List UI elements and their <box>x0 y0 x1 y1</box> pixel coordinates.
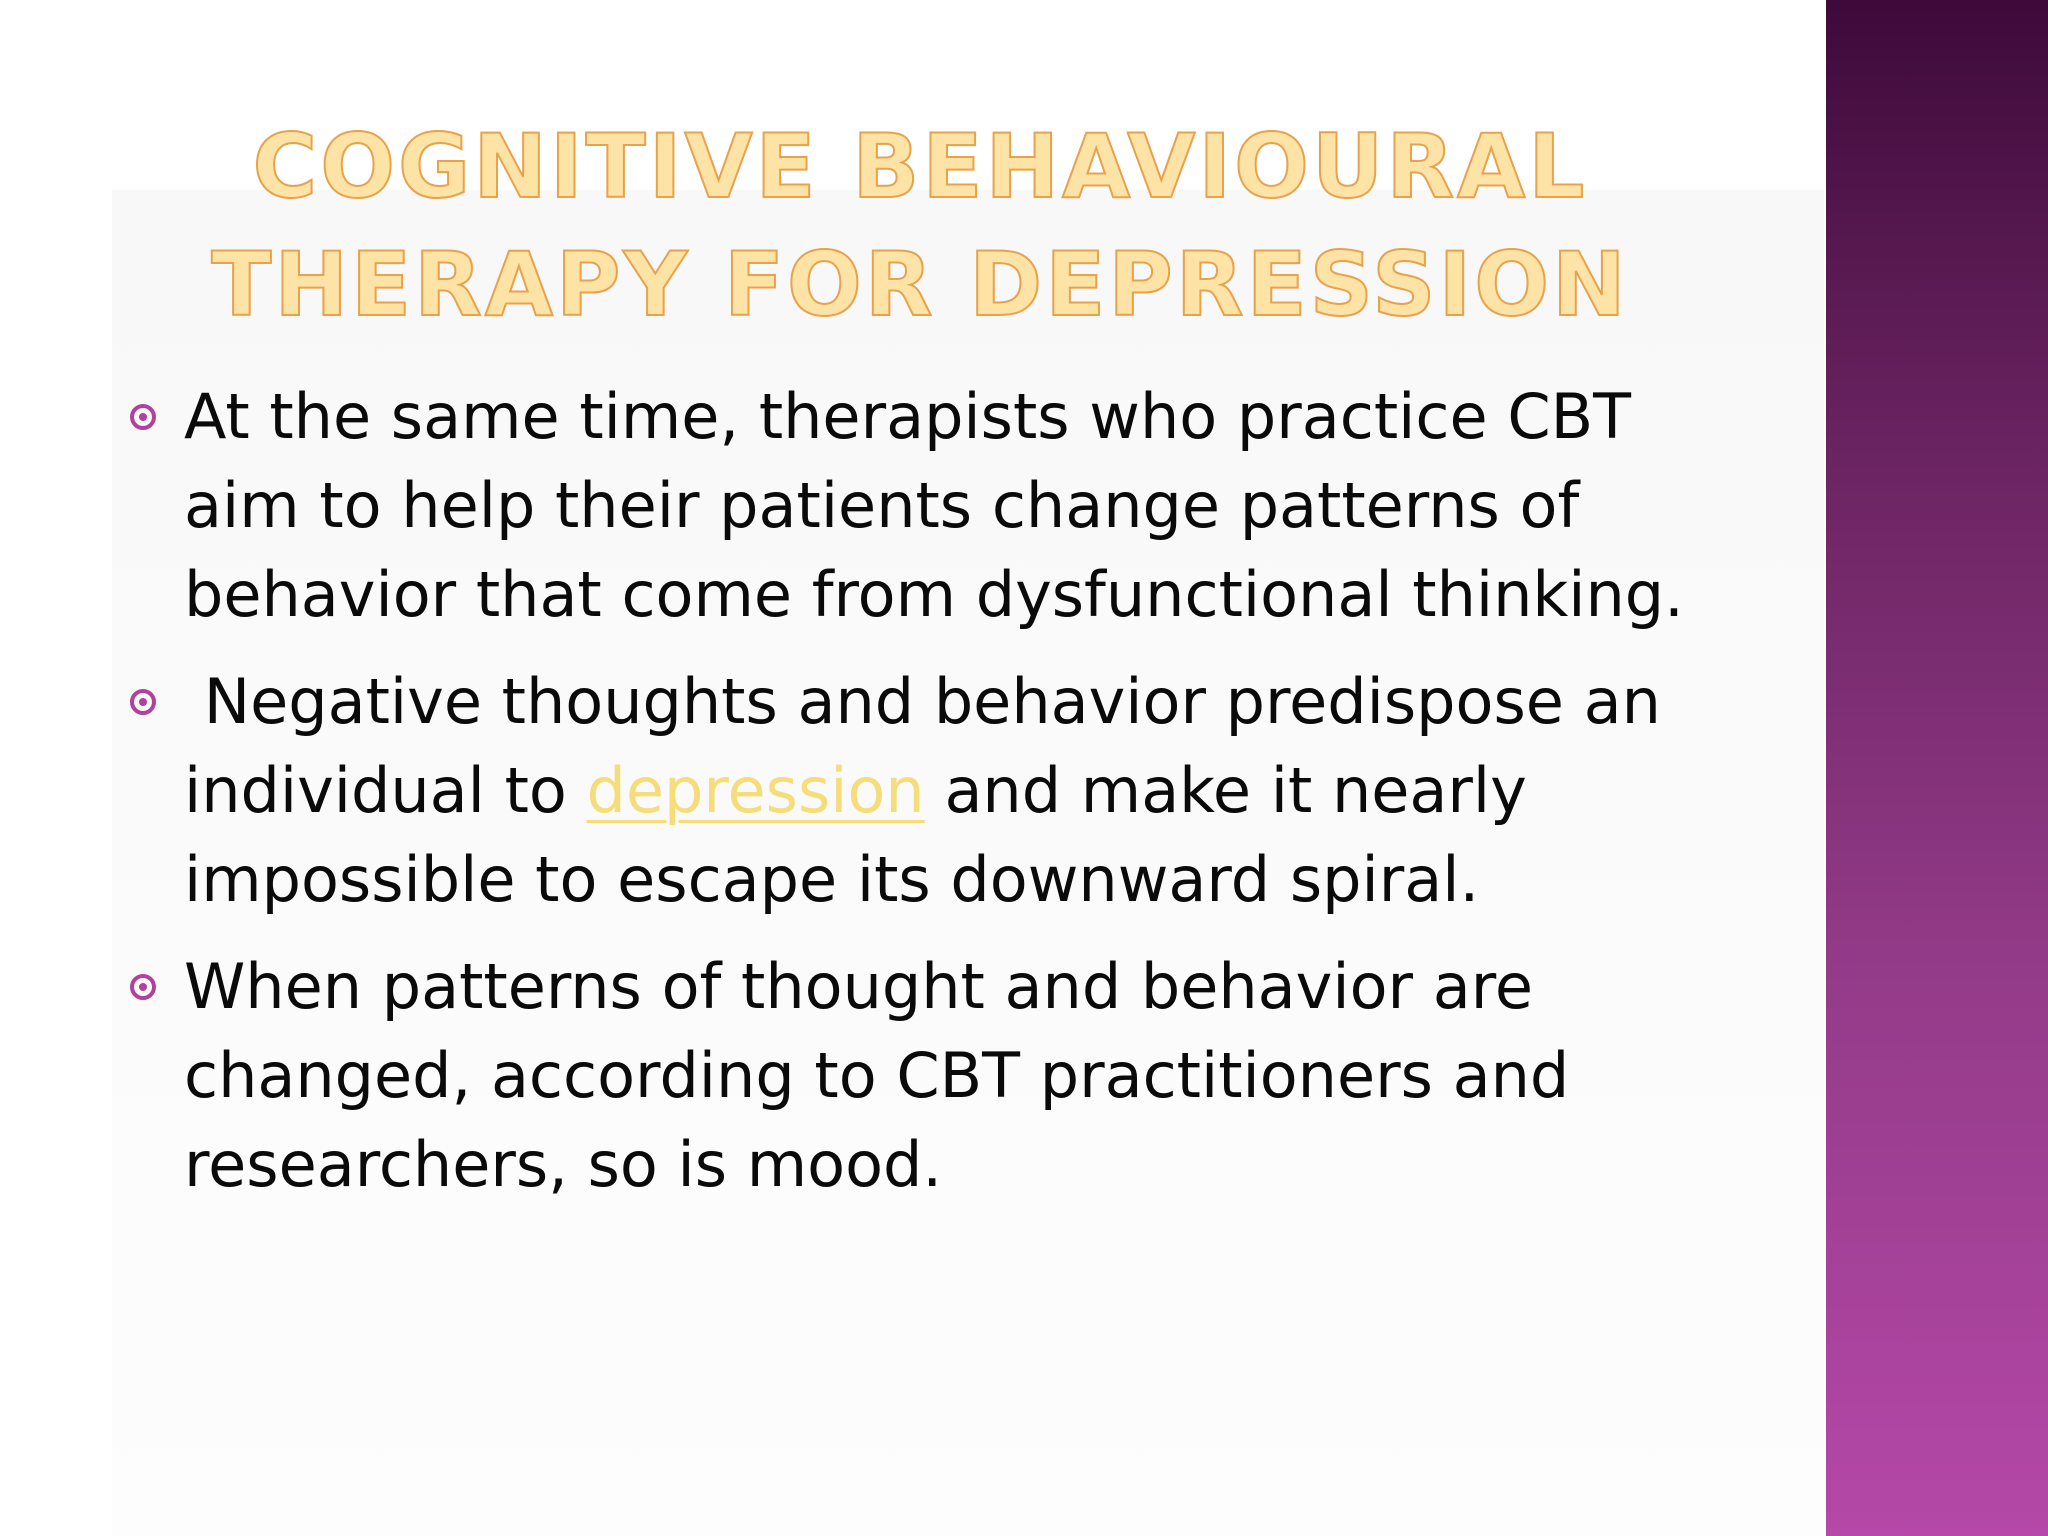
slide-title: COGNITIVE BEHAVIOURAL THERAPY FOR DEPRESSION <box>211 115 1629 336</box>
bullet-item-3 <box>128 942 1708 1209</box>
target-circle-icon <box>130 974 156 1000</box>
bullet-text-2-before: Negative thoughts and behavior predispose an individual to <box>184 665 1681 827</box>
target-circle-icon <box>130 404 156 430</box>
bullet-list <box>128 372 1708 1227</box>
bullet-item-2 <box>128 657 1708 924</box>
depression-link[interactable]: depression <box>586 754 925 827</box>
bullet-text-3: When patterns of thought and behavior are changed, according to CBT practitioners and researchers, so is mood. <box>184 950 1570 1201</box>
bullet-text-2-after: and make it nearly impossible to escape its downward spiral. <box>184 754 1527 916</box>
bullet-item-1 <box>128 372 1708 639</box>
target-circle-icon <box>130 689 156 715</box>
bullet-text-1: At the same time, therapists who practice CBT aim to help their patients change patterns of behavior that come from dysfunctional thinking. <box>184 380 1684 631</box>
decorative-side-bar <box>1826 0 2048 1536</box>
